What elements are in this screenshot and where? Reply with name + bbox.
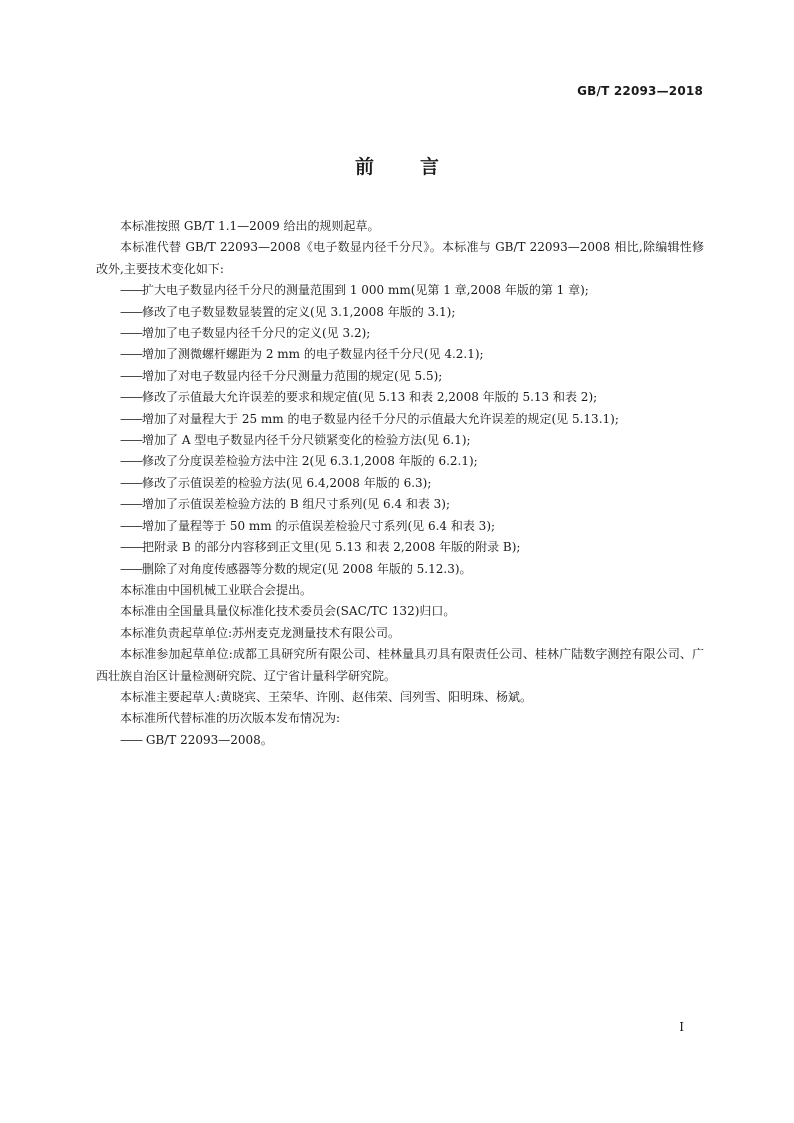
list-item <box>96 344 704 365</box>
list-item-text: 增加了量程等于 50 mm 的示值误差检验尺寸系列(见 6.4 和表 3); <box>142 518 496 533</box>
list-item-text: 扩大电子数显内径千分尺的测量范围到 1 000 mm(见第 1 章,2008 年版的第 1 章); <box>142 283 589 298</box>
document-body <box>96 216 704 751</box>
paragraph-history-intro: 本标准所代替标准的历次版本发布情况为: <box>120 711 341 726</box>
list-item-text: 增加了对电子数显内径千分尺测量力范围的规定(见 5.5); <box>142 368 443 383</box>
dash-marker: —— <box>120 497 142 512</box>
standard-number: GB/T 22093—2018 <box>577 84 703 98</box>
dash-marker: —— <box>120 540 142 555</box>
list-item-text: 增加了 A 型电子数显内径千分尺锁紧变化的检验方法(见 6.1); <box>142 433 471 448</box>
list-item <box>96 494 704 515</box>
list-item-text: 增加了测微螺杆螺距为 2 mm 的电子数显内径千分尺(见 4.2.1); <box>142 347 484 362</box>
list-item <box>96 280 704 301</box>
list-item <box>96 323 704 344</box>
dash-marker: —— <box>120 561 142 576</box>
list-item-text: 把附录 B 的部分内容移到正文里(见 5.13 和表 2,2008 年版的附录 B); <box>142 540 521 555</box>
list-item-text: GB/T 22093—2008。 <box>142 732 273 747</box>
dash-marker: —— <box>120 475 142 490</box>
list-item <box>96 451 704 472</box>
list-item <box>96 302 704 323</box>
paragraph-replacement-note: 本标准代替 GB/T 22093—2008《电子数显内径千分尺》。本标准与 GB/T 22093—2008 相比,除编辑性修改外,主要技术变化如下: <box>96 240 704 276</box>
list-item <box>96 409 704 430</box>
paragraph-participating-drafters: 本标准参加起草单位:成都工具研究所有限公司、桂林量具刃具有限责任公司、桂林广陆数字测控有限公司、广西壮族自治区计量检测研究院、辽宁省计量科学研究院。 <box>96 647 704 683</box>
history-list <box>96 730 704 751</box>
paragraph-lead-drafter: 本标准负责起草单位:苏州麦克龙测量技术有限公司。 <box>120 625 401 640</box>
list-item <box>96 430 704 451</box>
list-item <box>96 366 704 387</box>
list-item <box>96 559 704 580</box>
paragraph-proposer: 本标准由中国机械工业联合会提出。 <box>120 582 313 597</box>
list-item-text: 增加了电子数显内径千分尺的定义(见 3.2); <box>142 326 371 341</box>
dash-marker: —— <box>120 732 142 747</box>
dash-marker: —— <box>120 433 142 448</box>
changes-list <box>96 280 704 580</box>
paragraph-main-drafters: 本标准主要起草人:黄晓宾、王荣华、许刚、赵伟荣、闫列雪、阳明珠、杨斌。 <box>120 689 533 704</box>
list-item-text: 修改了分度误差检验方法中注 2(见 6.3.1,2008 年版的 6.2.1); <box>142 454 478 469</box>
list-item-text: 修改了示值最大允许误差的要求和规定值(见 5.13 和表 2,2008 年版的 5.13 和表 2); <box>142 390 598 405</box>
dash-marker: —— <box>120 347 142 362</box>
dash-marker: —— <box>120 304 142 319</box>
dash-marker: —— <box>120 411 142 426</box>
list-item <box>96 387 704 408</box>
dash-marker: —— <box>120 454 142 469</box>
dash-marker: —— <box>120 368 142 383</box>
page-number: I <box>679 1020 684 1034</box>
list-item <box>96 730 704 751</box>
paragraph-drafting-rules: 本标准按照 GB/T 1.1—2009 给出的规则起草。 <box>120 219 380 233</box>
list-item-text: 删除了对角度传感器等分数的规定(见 2008 年版的 5.12.3)。 <box>142 561 472 576</box>
dash-marker: —— <box>120 390 142 405</box>
list-item-text: 修改了示值误差的检验方法(见 6.4,2008 年版的 6.3); <box>142 475 432 490</box>
dash-marker: —— <box>120 283 142 298</box>
page-title: 前言 <box>354 156 485 178</box>
dash-marker: —— <box>120 326 142 341</box>
list-item-text: 增加了对量程大于 25 mm 的电子数显内径千分尺的示值最大允许误差的规定(见 5.13.1); <box>142 411 619 426</box>
dash-marker: —— <box>120 518 142 533</box>
list-item-text: 增加了示值误差检验方法的 B 组尺寸系列(见 6.4 和表 3); <box>142 497 451 512</box>
paragraph-committee: 本标准由全国量具量仪标准化技术委员会(SAC/TC 132)归口。 <box>120 604 456 619</box>
list-item <box>96 473 704 494</box>
list-item <box>96 537 704 558</box>
list-item-text: 修改了电子数显数显装置的定义(见 3.1,2008 年版的 3.1); <box>142 304 456 319</box>
list-item <box>96 516 704 537</box>
